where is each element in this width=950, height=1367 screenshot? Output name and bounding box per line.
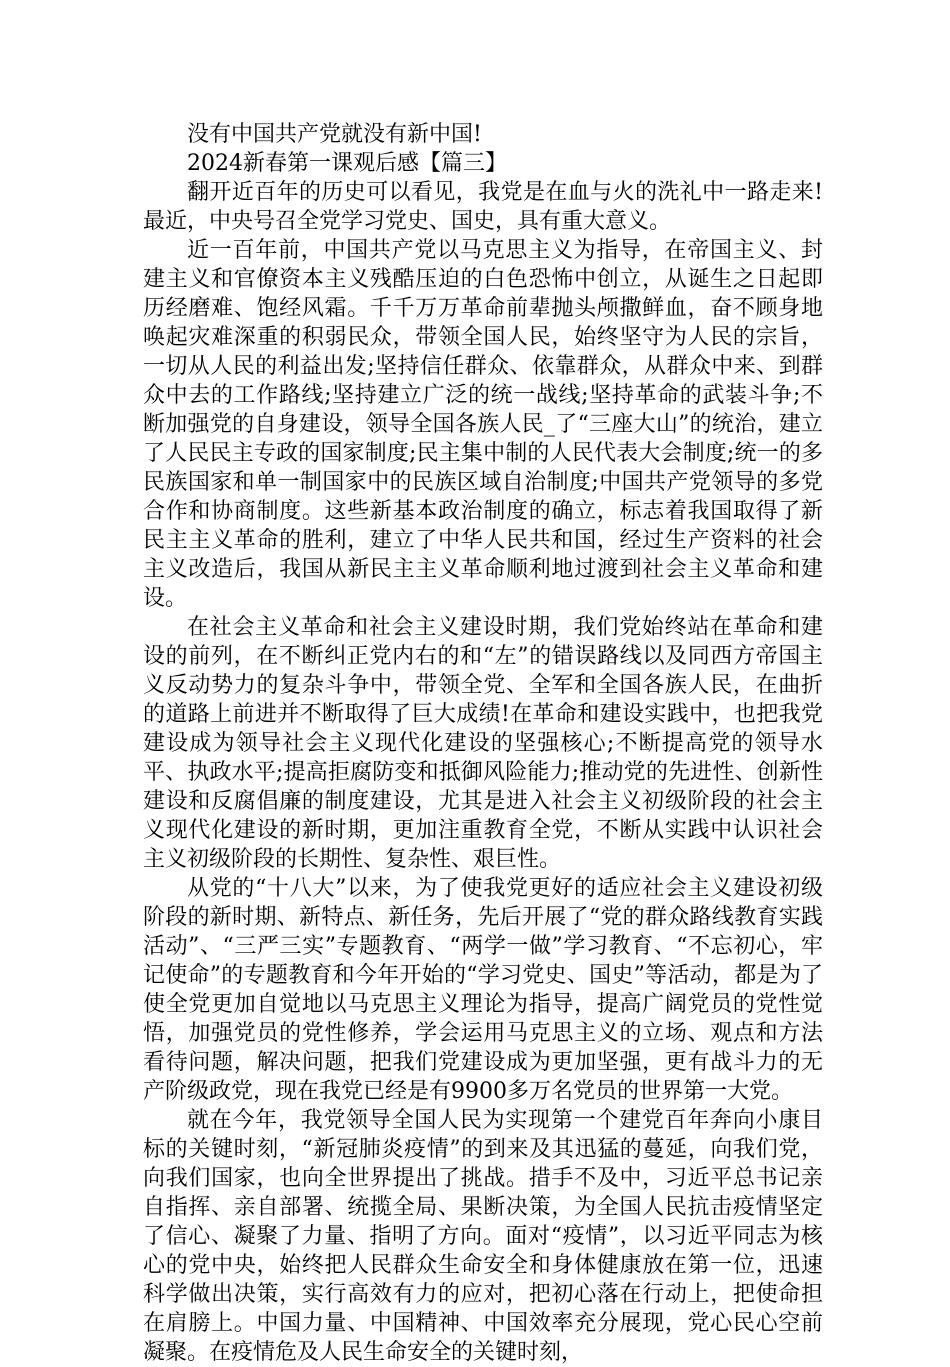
paragraph-5: 就在今年，我党领导全国人民为实现第一个建党百年奔向小康目标的关键时刻，“新冠肺炎疫情”的到来及其迅猛的蔓延，向我们党，向我们国家，也向全世界提出了挑战。措手不及中，习近平总书记亲自指挥、亲自部署、统揽全局、果断决策，为全国人民抗击疫情坚定了信心、凝聚了力量、指明了方向。面对“疫情”，以习近平同志为核心的党中央，始终把人民群众生命安全和身体健康放在第一位，迅速科学做出决策，实行高效有力的应对，把初心落在行动上，把使命担在肩膀上。中国力量、中国精神、中国效率充分展现，党心民心空前凝聚。在疫情危及人民生命安全的关键时刻，: [143, 1108, 823, 1365]
heading-line: 没有中国共产党就没有新中国!: [187, 122, 482, 147]
paragraph-2: 近一百年前，中国共产党以马克思主义为指导，在帝国主义、封建主义和官僚资本主义残酷压迫的白色恐怖中创立，从诞生之日起即历经磨难、饱经风霜。千千万万革命前辈抛头颅撒鲜血，奋不顾身地唤起灾难深重的积弱民众，带领全国人民，始终坚守为人民的宗旨，一切从人民的利益出发;坚持信任群众、依靠群众，从群众中来、到群众中去的工作路线;坚持建立广泛的统一战线;坚持革命的武装斗争;不断加强党的自身建设，领导全国各族人民_了“三座大山”的统治，建立了人民民主专政的国家制度;民主集中制的人民代表大会制度;统一的多民族国家和单一制国家中的民族区域自治制度;中国共产党领导的多党合作和协商制度。这些新基本政治制度的确立，标志着我国取得了新民主主义革命的胜利，建立了中华人民共和国，经过生产资料的社会主义改造后，我国从新民主主义革命顺利地过渡到社会主义革命和建设。: [143, 238, 823, 611]
section-title: 2024新春第一课观后感【篇三】: [187, 151, 507, 176]
paragraph-1: 翻开近百年的历史可以看见，我党是在血与火的洗礼中一路走来!最近，中央号召全党学习党史、国史，具有重大意义。: [143, 180, 823, 234]
paragraph-4: 从党的“十八大”以来，为了使我党更好的适应社会主义建设初级阶段的新时期、新特点、新任务，先后开展了“党的群众路线教育实践活动”、“三严三实”专题教育、“两学一做”学习教育、“不忘初心，牢记使命”的专题教育和今年开始的“学习党史、国史”等活动，都是为了使全党更加自觉地以马克思主义理论为指导，提高广阔党员的党性觉悟，加强党员的党性修养，学会运用马克思主义的立场、观点和方法看待问题，解决问题，把我们党建设成为更加坚强，更有战斗力的无产阶级政党，现在我党已经是有9900多万名党员的世界第一大党。: [143, 876, 823, 1104]
paragraph-3: 在社会主义革命和社会主义建设时期，我们党始终站在革命和建设的前列，在不断纠正党内右的和“左”的错误路线以及同西方帝国主义反动势力的复杂斗争中，带领全党、全军和全国各族人民，在曲折的道路上前进并不断取得了巨大成绩!在革命和建设实践中，也把我党建设成为领导社会主义现代化建设的坚强核心;不断提高党的领导水平、执政水平;提高拒腐防变和抵御风险能力;推动党的先进性、创新性建设和反腐倡廉的制度建设，尤其是进入社会主义初级阶段的社会主义现代化建设的新时期，更加注重教育全党，不断从实践中认识社会主义初级阶段的长期性、复杂性、艰巨性。: [143, 615, 823, 872]
document-page: [143, 120, 823, 1367]
